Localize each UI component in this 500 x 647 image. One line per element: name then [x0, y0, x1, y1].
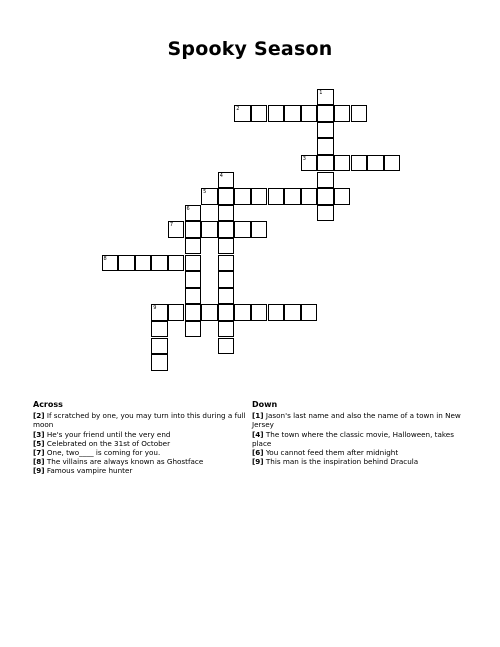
grid-cell[interactable] [334, 155, 351, 172]
grid-cell[interactable] [168, 304, 185, 321]
clue-number: 9 [153, 305, 157, 312]
puzzle-title: Spooky Season [167, 38, 333, 60]
grid-cell[interactable] [301, 304, 318, 321]
grid-cell[interactable] [201, 221, 218, 238]
grid-cell[interactable] [201, 304, 218, 321]
grid-cell[interactable] [301, 105, 318, 122]
grid-cell[interactable] [351, 105, 368, 122]
down-clues [252, 400, 462, 466]
grid-cell[interactable] [185, 288, 202, 305]
grid-cell[interactable] [151, 321, 168, 338]
grid-cell[interactable] [317, 138, 334, 155]
grid-cell[interactable] [251, 105, 268, 122]
grid-cell[interactable] [268, 188, 285, 205]
grid-cell[interactable] [268, 105, 285, 122]
grid-cell[interactable] [218, 321, 235, 338]
clue-across-9: [9] Famous vampire hunter [33, 466, 133, 476]
grid-cell[interactable] [151, 354, 168, 371]
clue-number: 2 [236, 106, 240, 113]
grid-cell[interactable] [284, 188, 301, 205]
across-clues [33, 400, 247, 476]
grid-cell[interactable] [234, 188, 251, 205]
grid-cell[interactable] [218, 288, 235, 305]
grid-cell[interactable] [218, 338, 235, 355]
clue-down-9: [9] This man is the inspiration behind Dracula [252, 457, 419, 467]
grid-cell[interactable] [334, 188, 351, 205]
clue-number: 1 [319, 89, 323, 96]
grid-cell[interactable] [251, 304, 268, 321]
clue-down-1: [1] Jason's last name and also the name of a town in New Jersey [252, 411, 461, 430]
across-heading: Across [33, 400, 63, 409]
grid-cell[interactable] [185, 205, 202, 222]
grid-cell[interactable] [218, 188, 235, 205]
grid-cell[interactable] [268, 304, 285, 321]
grid-cell[interactable] [317, 205, 334, 222]
clue-across-5: [5] Celebrated on the 31st of October [33, 438, 171, 448]
grid-cell[interactable] [334, 105, 351, 122]
clue-across-8: [8] The villains are always known as Ghostface [33, 457, 204, 467]
clue-number: 3 [302, 155, 306, 162]
grid-cell[interactable] [118, 255, 135, 272]
grid-cell[interactable] [218, 221, 235, 238]
clue-number: 8 [103, 255, 107, 262]
grid-cell[interactable] [367, 155, 384, 172]
grid-cell[interactable] [218, 304, 235, 321]
grid-cell[interactable] [301, 155, 318, 172]
down-heading: Down [252, 400, 278, 409]
grid-cell[interactable] [218, 255, 235, 272]
grid-cell[interactable] [218, 271, 235, 288]
grid-cell[interactable] [251, 221, 268, 238]
grid-cell[interactable] [384, 155, 401, 172]
grid-cell[interactable] [317, 105, 334, 122]
grid-cell[interactable] [151, 304, 168, 321]
grid-cell[interactable] [185, 304, 202, 321]
grid-cell[interactable] [218, 238, 235, 255]
grid-cell[interactable] [284, 304, 301, 321]
clue-across-3: [3] He's your friend until the very end [33, 429, 171, 439]
grid-cell[interactable] [317, 122, 334, 139]
grid-cell[interactable] [102, 255, 119, 272]
grid-cell[interactable] [317, 155, 334, 172]
grid-cell[interactable] [351, 155, 368, 172]
clue-number: 4 [219, 172, 223, 179]
grid-cell[interactable] [168, 255, 185, 272]
grid-cell[interactable] [185, 271, 202, 288]
grid-cell[interactable] [284, 105, 301, 122]
clue-number: 7 [169, 222, 174, 229]
grid-cell[interactable] [185, 221, 202, 238]
grid-cell[interactable] [234, 304, 251, 321]
grid-cell[interactable] [201, 188, 218, 205]
grid-cell[interactable] [234, 221, 251, 238]
clue-down-6: [6] You cannot feed them after midnight [252, 448, 399, 458]
grid-cell[interactable] [151, 255, 168, 272]
grid-cell[interactable] [151, 338, 168, 355]
grid-cell[interactable] [301, 188, 318, 205]
clue-across-7: [7] One, two____ is coming for you. [33, 448, 161, 458]
grid-cell[interactable] [168, 221, 185, 238]
grid-cell[interactable] [317, 188, 334, 205]
grid-cell[interactable] [185, 255, 202, 272]
grid-cell[interactable] [317, 89, 334, 106]
grid-cell[interactable] [218, 172, 235, 189]
grid-cell[interactable] [185, 321, 202, 338]
grid-cell[interactable] [185, 238, 202, 255]
grid-cell[interactable] [234, 105, 251, 122]
grid-cell[interactable] [251, 188, 268, 205]
clue-number: 5 [203, 189, 207, 196]
clue-number: 6 [186, 205, 190, 212]
clue-across-2: [2] If scratched by one, you may turn into this during a full moon [33, 411, 246, 430]
grid-cell[interactable] [135, 255, 152, 272]
clue-down-4: [4] The town where the classic movie, Halloween, takes place [252, 429, 454, 448]
grid-cell[interactable] [218, 205, 235, 222]
grid-cell[interactable] [317, 172, 334, 189]
